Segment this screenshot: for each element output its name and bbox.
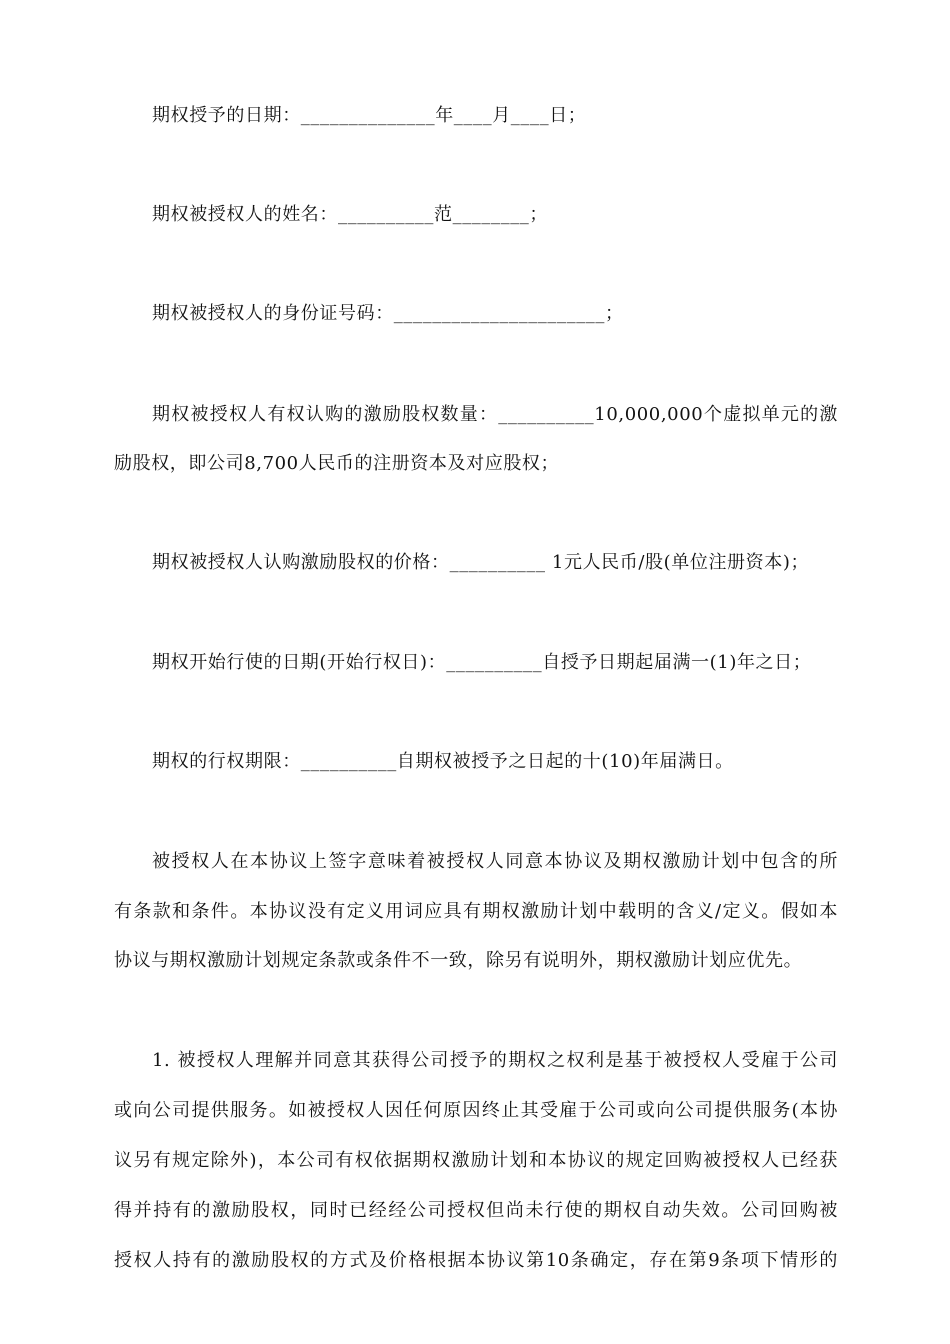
exercise-start-field: 期权开始行使的日期(开始行权日)：__________自授予日期起届满一(1)年之日； (152, 652, 812, 673)
clause-1-line-3: 议另有规定除外)，本公司有权依据期权激励计划和本协议的规定回购被授权人已经获 (114, 1150, 838, 1171)
grantee-id-field: 期权被授权人的身份证号码：______________________； (152, 303, 624, 324)
grantee-name-field: 期权被授权人的姓名：__________范________； (152, 204, 548, 225)
agreement-line-2: 有条款和条件。本协议没有定义用词应具有期权激励计划中载明的含义/定义。假如本 (114, 901, 838, 922)
clause-1-line-1: 1. 被授权人理解并同意其获得公司授予的期权之权利是基于被授权人受雇于公司 (152, 1050, 838, 1071)
agreement-line-1: 被授权人在本协议上签字意味着被授权人同意本协议及期权激励计划中包含的所 (152, 851, 838, 872)
agreement-line-3: 协议与期权激励计划规定条款或条件不一致，除另有说明外，期权激励计划应优先。 (114, 950, 803, 971)
clause-1-line-2: 或向公司提供服务。如被授权人因任何原因终止其受雇于公司或向公司提供服务(本协 (114, 1100, 838, 1121)
quantity-line-1: 期权被授权人有权认购的激励股权数量：__________10,000,000个虚拟单元的激 (152, 404, 838, 425)
clause-1-line-4: 得并持有的激励股权，同时已经经公司授权但尚未行使的期权自动失效。公司回购被 (114, 1200, 838, 1221)
grant-date-field: 期权授予的日期：______________年____月____日； (152, 105, 587, 126)
exercise-period-field: 期权的行权期限：__________自期权被授予之日起的十(10)年届满日。 (152, 751, 734, 772)
quantity-line-2: 励股权，即公司8,700人民币的注册资本及对应股权； (114, 453, 560, 474)
price-field: 期权被授权人认购激励股权的价格：__________ 1元人民币/股(单位注册资本)； (152, 552, 810, 573)
clause-1-line-5: 授权人持有的激励股权的方式及价格根据本协议第10条确定，存在第9条项下情形的 (114, 1250, 838, 1271)
